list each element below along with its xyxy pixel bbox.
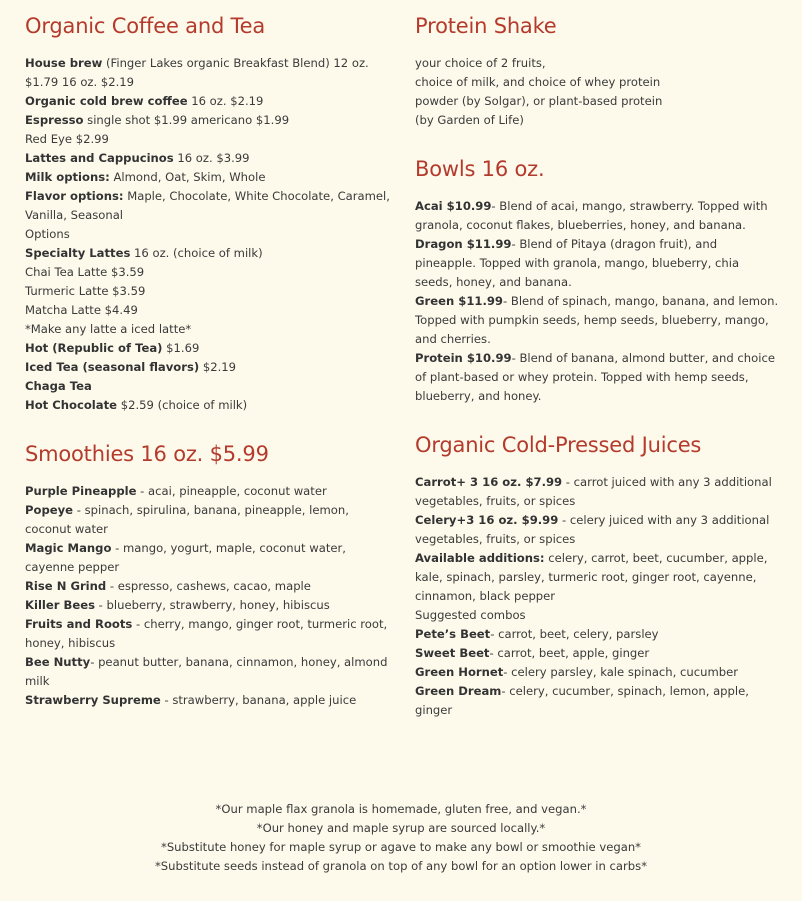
item-name: Celery+3 16 oz. $9.99 bbox=[415, 513, 559, 527]
item-detail: Chai Tea Latte $3.59 bbox=[25, 265, 145, 279]
item-detail: - mango, yogurt, maple, coconut water, cayenne pepper bbox=[25, 541, 346, 574]
bowls-section bbox=[415, 154, 780, 406]
item-name: Carrot+ 3 16 oz. $7.99 bbox=[415, 475, 563, 489]
bowls-lines bbox=[415, 197, 780, 406]
item-name: Available additions: bbox=[415, 551, 545, 565]
item-name: Sweet Beet bbox=[415, 646, 490, 660]
menu-line bbox=[25, 149, 397, 168]
menu-line bbox=[415, 111, 780, 130]
menu-line bbox=[25, 320, 397, 339]
bowls-heading: Bowls 16 oz. bbox=[415, 157, 545, 181]
item-name: Magic Mango bbox=[25, 541, 112, 555]
menu-line bbox=[25, 596, 397, 615]
item-name: Iced Tea (seasonal flavors) bbox=[25, 360, 200, 374]
menu-line bbox=[415, 644, 780, 663]
item-detail: 16 oz. $3.99 bbox=[173, 151, 250, 165]
item-detail: - acai, pineapple, coconut water bbox=[136, 484, 327, 498]
menu-line bbox=[415, 349, 780, 406]
item-detail: Maple, Chocolate, White Chocolate, Caramel, Vanilla, Seasonal bbox=[25, 189, 390, 222]
menu-line bbox=[25, 482, 397, 501]
menu-line bbox=[25, 377, 397, 396]
item-detail: - celery parsley, kale spinach, cucumber bbox=[503, 665, 739, 679]
item-name: Hot Chocolate bbox=[25, 398, 118, 412]
item-name: Dragon $11.99 bbox=[415, 237, 512, 251]
item-detail: Red Eye $2.99 bbox=[25, 132, 109, 146]
menu-line bbox=[25, 577, 397, 596]
menu-line bbox=[25, 539, 397, 577]
item-name: House brew bbox=[25, 56, 103, 70]
item-name: Purple Pineapple bbox=[25, 484, 137, 498]
item-name: Bee Nutty bbox=[25, 655, 91, 669]
menu-line bbox=[415, 54, 780, 73]
menu-line bbox=[25, 339, 397, 358]
item-name: Green $11.99 bbox=[415, 294, 503, 308]
item-detail: Turmeric Latte $3.59 bbox=[25, 284, 146, 298]
item-detail: - celery, cucumber, spinach, lemon, apple, ginger bbox=[415, 684, 749, 717]
item-detail: - carrot juiced with any 3 additional vegetables, fruits, or spices bbox=[415, 475, 772, 508]
protein-lines bbox=[415, 54, 780, 130]
menu-line bbox=[415, 235, 780, 292]
item-name: Espresso bbox=[25, 113, 84, 127]
item-name: Flavor options: bbox=[25, 189, 124, 203]
menu-line bbox=[25, 187, 397, 225]
item-detail: 16 oz. $2.19 bbox=[187, 94, 264, 108]
item-detail: - carrot, beet, apple, ginger bbox=[489, 646, 650, 660]
menu-line bbox=[25, 111, 397, 130]
menu-line bbox=[25, 225, 397, 244]
item-name: Strawberry Supreme bbox=[25, 693, 161, 707]
item-detail: $2.59 (choice of milk) bbox=[117, 398, 248, 412]
juices-section bbox=[415, 430, 780, 720]
menu-line bbox=[25, 263, 397, 282]
item-detail: Almond, Oat, Skim, Whole bbox=[109, 170, 266, 184]
item-name: Protein $10.99 bbox=[415, 351, 512, 365]
menu-line bbox=[415, 549, 780, 606]
item-name: Acai $10.99 bbox=[415, 199, 492, 213]
juices-lines bbox=[415, 473, 780, 720]
menu-line bbox=[25, 501, 397, 539]
item-detail: - carrot, beet, celery, parsley bbox=[490, 627, 659, 641]
item-name: Rise N Grind bbox=[25, 579, 107, 593]
item-name: Green Hornet bbox=[415, 665, 504, 679]
item-detail: - Blend of spinach, mango, banana, and lemon. Topped with pumpkin seeds, hemp seeds, blueberry, mango, and cherries. bbox=[415, 294, 779, 346]
item-name: Chaga Tea bbox=[25, 379, 92, 393]
footer-notes bbox=[0, 800, 802, 876]
coffee-heading: Organic Coffee and Tea bbox=[25, 14, 266, 38]
menu-line bbox=[25, 168, 397, 187]
item-detail: powder (by Solgar), or plant-based protein bbox=[415, 94, 663, 108]
item-detail: - blueberry, strawberry, honey, hibiscus bbox=[95, 598, 330, 612]
item-detail: 16 oz. (choice of milk) bbox=[130, 246, 263, 260]
item-detail: celery, carrot, beet, cucumber, apple, kale, spinach, parsley, turmeric root, ginger root, cayenne, cinnamon, black pepper bbox=[415, 551, 768, 603]
smoothies-heading: Smoothies 16 oz. $5.99 bbox=[25, 442, 269, 466]
menu-line bbox=[415, 473, 780, 511]
menu-line bbox=[415, 73, 780, 92]
footer-note: *Our maple flax granola is homemade, gluten free, and vegan.* bbox=[215, 802, 587, 816]
item-detail: Suggested combos bbox=[415, 608, 526, 622]
menu-line bbox=[25, 130, 397, 149]
item-name: Popeye bbox=[25, 503, 74, 517]
menu-line bbox=[415, 606, 780, 625]
menu-line bbox=[415, 511, 780, 549]
item-detail: - peanut butter, banana, cinnamon, honey, almond milk bbox=[25, 655, 388, 688]
menu-line bbox=[415, 663, 780, 682]
menu-line bbox=[415, 92, 780, 111]
item-name: Hot (Republic of Tea) bbox=[25, 341, 163, 355]
menu-line bbox=[25, 358, 397, 377]
item-detail: $2.19 bbox=[199, 360, 237, 374]
footer-note: *Substitute seeds instead of granola on top of any bowl for an option lower in carbs* bbox=[155, 859, 647, 873]
item-detail: - spinach, spirulina, banana, pineapple, lemon, coconut water bbox=[25, 503, 349, 536]
menu-line bbox=[25, 244, 397, 263]
item-detail: - cherry, mango, ginger root, turmeric root, honey, hibiscus bbox=[25, 617, 388, 650]
item-detail: (Finger Lakes organic Breakfast Blend) 12 oz. $1.79 16 oz. $2.19 bbox=[25, 56, 369, 89]
menu-line bbox=[415, 292, 780, 349]
menu-line bbox=[25, 691, 397, 710]
item-name: Green Dream bbox=[415, 684, 502, 698]
item-name: Fruits and Roots bbox=[25, 617, 133, 631]
item-name: Killer Bees bbox=[25, 598, 95, 612]
left-column bbox=[25, 11, 397, 734]
item-detail: - espresso, cashews, cacao, maple bbox=[106, 579, 311, 593]
item-detail: - Blend of Pitaya (dragon fruit), and pineapple. Topped with granola, mango, blueberry, chia seeds, honey, and banana. bbox=[415, 237, 740, 289]
item-detail: - strawberry, banana, apple juice bbox=[160, 693, 357, 707]
menu-line bbox=[25, 615, 397, 653]
menu-line bbox=[25, 54, 397, 92]
item-name: Organic cold brew coffee bbox=[25, 94, 188, 108]
item-name: Lattes and Cappucinos bbox=[25, 151, 174, 165]
item-detail: - Blend of banana, almond butter, and choice of plant-based or whey protein. Topped with hemp seeds, blueberry, and honey. bbox=[415, 351, 775, 403]
menu-line bbox=[415, 625, 780, 644]
item-detail: Options bbox=[25, 227, 70, 241]
item-detail: *Make any latte a iced latte* bbox=[25, 322, 192, 336]
menu-line bbox=[25, 396, 397, 415]
smoothies-section bbox=[25, 439, 397, 710]
protein-heading: Protein Shake bbox=[415, 14, 557, 38]
footer-note: *Substitute honey for maple syrup or agave to make any bowl or smoothie vegan* bbox=[161, 840, 641, 854]
coffee-lines bbox=[25, 54, 397, 415]
menu-line bbox=[415, 682, 780, 720]
menu-line bbox=[25, 92, 397, 111]
item-detail: single shot $1.99 americano $1.99 bbox=[83, 113, 290, 127]
item-detail: Matcha Latte $4.49 bbox=[25, 303, 138, 317]
right-column bbox=[415, 11, 780, 744]
coffee-section bbox=[25, 11, 397, 415]
menu-line bbox=[25, 282, 397, 301]
item-detail: $1.69 bbox=[162, 341, 200, 355]
footer-note: *Our honey and maple syrup are sourced locally.* bbox=[256, 821, 546, 835]
protein-section bbox=[415, 11, 780, 130]
menu-line bbox=[25, 301, 397, 320]
juices-heading: Organic Cold-Pressed Juices bbox=[415, 433, 702, 457]
item-name: Milk options: bbox=[25, 170, 110, 184]
item-name: Pete’s Beet bbox=[415, 627, 491, 641]
menu-line bbox=[415, 197, 780, 235]
item-name: Specialty Lattes bbox=[25, 246, 131, 260]
item-detail: (by Garden of Life) bbox=[415, 113, 524, 127]
item-detail: - Blend of acai, mango, strawberry. Topped with granola, coconut flakes, blueberries, honey, and banana. bbox=[415, 199, 768, 232]
item-detail: your choice of 2 fruits, bbox=[415, 56, 546, 70]
item-detail: choice of milk, and choice of whey protein bbox=[415, 75, 661, 89]
item-detail: - celery juiced with any 3 additional vegetables, fruits, or spices bbox=[415, 513, 770, 546]
smoothies-lines bbox=[25, 482, 397, 710]
menu-line bbox=[25, 653, 397, 691]
